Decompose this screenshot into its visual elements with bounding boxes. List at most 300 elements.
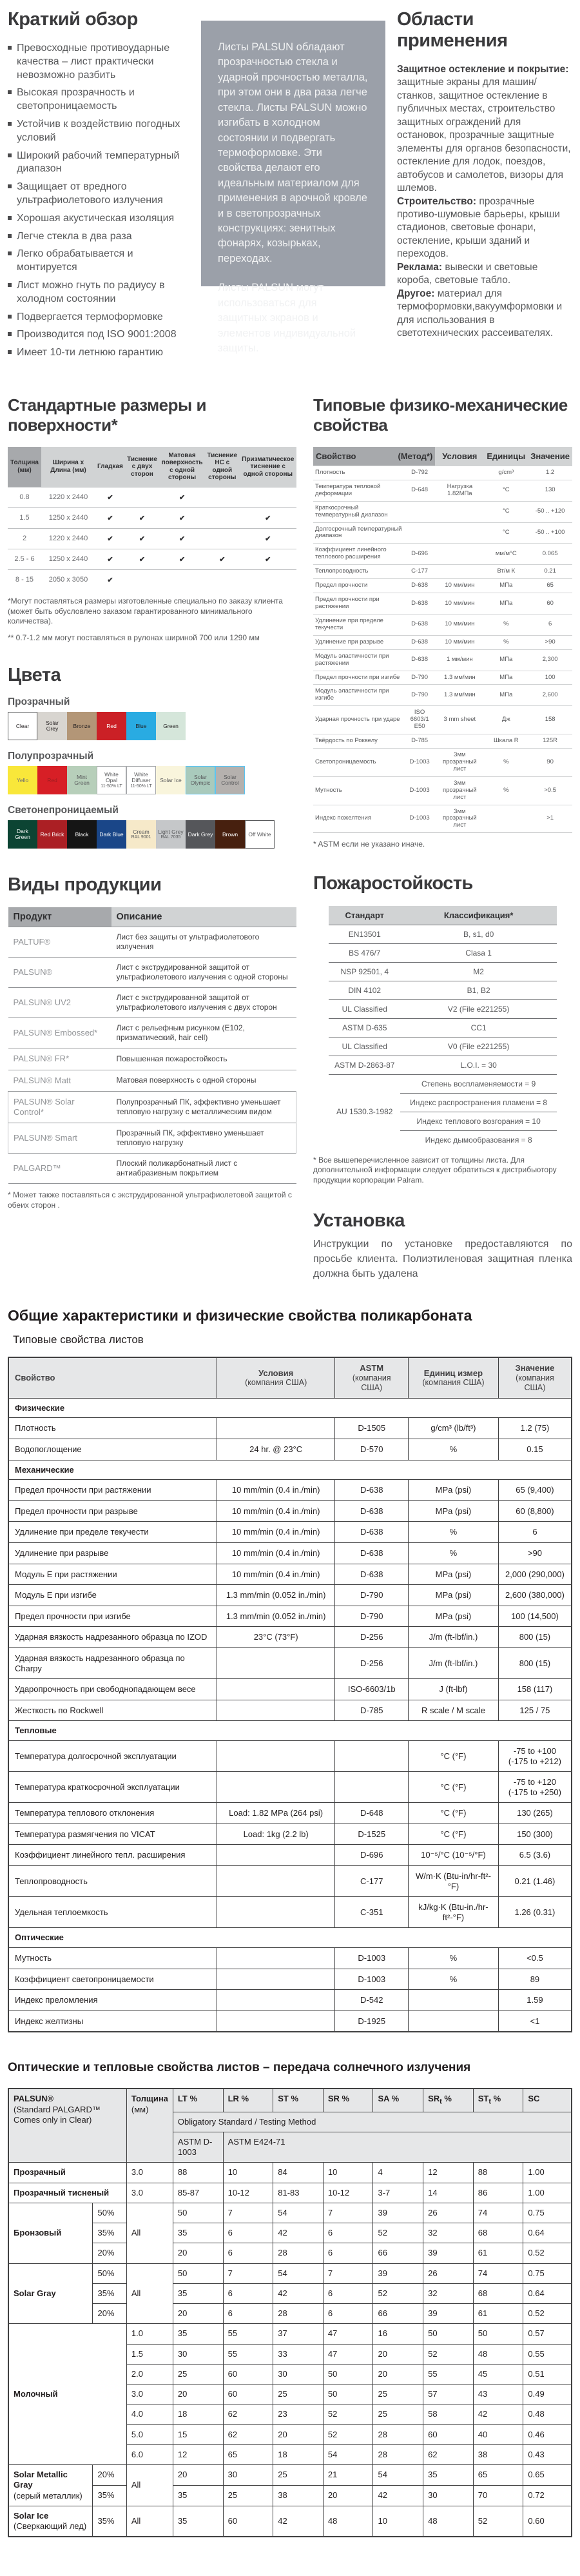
solar-pct-cell: 50% [93,2203,126,2223]
general-value-cell: 1.59 [498,1990,572,2011]
general-header-sub: (компания США) [422,1378,485,1388]
general-conditions-cell: 1.3 mm/min (0.052 in./min) [217,1585,335,1606]
color-group [8,696,296,740]
general-units-cell: % [409,1948,499,1969]
solar-value-cell: 0.55 [523,2344,572,2364]
solar-value-cell: 0.72 [523,2485,572,2506]
mech-value-cell: 65 [528,579,572,593]
fire-footnote: * Все вышеперечисленное зависит от толщины листа. Для дополнительной информации следует обратиться к дистрибьютору продукции корпорации Palram. [313,1155,557,1185]
overview-column [8,9,189,364]
general-astm-cell: D-542 [335,1990,409,2011]
fire-column-header: Стандарт [329,906,400,925]
solar-value-cell: 85-87 [173,2183,223,2203]
mech-method-cell: D-1003 [404,805,435,833]
fire-au-value-cell: Степень воспламеняемости = 9 [400,1074,557,1093]
solar-value-cell: 18 [173,2404,223,2424]
color-swatch [186,820,215,849]
general-astm-cell: D-696 [335,1845,409,1866]
general-row [8,1500,572,1522]
application-item: Реклама: вывески и световые короба, световые табло. [397,261,538,286]
solar-group-name: Solar Ice [14,2510,49,2521]
empty-cell [159,569,205,590]
mech-property-cell: Предел прочности при изгибе [313,671,404,685]
swatch-name: Solar Olympic [190,773,211,787]
general-astm-cell: D-1925 [335,2011,409,2032]
product-name-cell: PALSUN® [8,958,111,988]
general-units-cell: MPa (psi) [409,1480,499,1501]
mech-row [313,522,572,544]
solar-column-header: SC [523,2089,572,2112]
solar-value-cell: 42 [273,2223,324,2243]
mech-value-cell: 100 [528,671,572,685]
general-row [8,1418,572,1439]
solar-value-cell: 16 [373,2324,423,2344]
solar-value-cell: 52 [323,2404,373,2424]
fire-row [329,981,557,999]
general-astm-cell: D-638 [335,1564,409,1585]
mech-property-cell: Краткосрочный температурный диапазон [313,501,404,522]
product-row [8,1070,296,1091]
solar-value-cell: 12 [423,2163,474,2183]
solar-astm-b-header: ASTM E424-71 [223,2132,572,2163]
fire-au-value-cell: Индекс дымообразования = 8 [400,1130,557,1149]
general-conditions-cell [217,1679,335,1700]
solar-thickness-cell: 2.0 [126,2364,173,2384]
bullet-text: Широкий рабочий температурный диапазон [17,150,180,175]
solar-thickness-line-1: Толщина [131,2094,168,2104]
overview-bullet-item [8,181,189,208]
check-cell: ✔ [95,528,125,549]
mech-value-cell: 125R [528,734,572,749]
general-row [8,1948,572,1969]
solar-value-cell: 0.60 [523,2506,572,2537]
general-conditions-cell [217,1948,335,1969]
general-row [8,1522,572,1543]
solar-value-cell: 50 [173,2263,223,2283]
general-row [8,1803,572,1824]
sizes-row [8,528,296,549]
solar-value-cell: 39 [423,2304,474,2324]
swatch-name: Black [75,831,89,838]
solar-value-cell: 54 [323,2444,373,2464]
solar-row [8,2283,572,2303]
swatch-name: Bronze [73,722,91,729]
solar-value-cell: 60 [223,2384,273,2404]
swatch-row [8,820,296,849]
product-row [8,927,296,958]
mech-row [313,501,572,522]
thickness-cell: 2.5 - 6 [8,549,41,569]
solar-value-cell: 40 [473,2424,523,2444]
mech-property-cell: Мутность [313,776,404,805]
general-units-cell: % [409,1439,499,1460]
mech-value-cell: 0.21 [528,565,572,579]
overview-bullet-item [8,279,189,306]
solar-value-cell: 52 [423,2344,474,2364]
solar-group-name-cell [8,2324,126,2465]
mech-method-cell [404,501,435,522]
bullet-square-icon [8,350,12,354]
product-name-cell: PALSUN® UV2 [8,988,111,1018]
general-conditions-cell [217,1845,335,1866]
mech-method-cell: D-790 [404,685,435,706]
general-astm-cell: D-638 [335,1542,409,1564]
color-swatch [156,712,186,740]
overview-title: Краткий обзор [8,9,138,30]
solar-value-cell: 20 [173,2304,223,2324]
mech-row [313,685,572,706]
mech-value-cell: 60 [528,593,572,615]
solar-corner-line-3: Comes only in Clear) [14,2114,92,2125]
sizes-footnote: ** 0.7-1.2 мм могут поставляться в рулонах шириной 700 или 1290 мм [8,633,260,642]
solar-value-cell: 1.00 [523,2163,572,2183]
mech-method-cell: D-638 [404,579,435,593]
fire-row [329,943,557,962]
color-group-label: Полупрозрачный [8,751,94,762]
solar-value-cell: 6 [223,2243,273,2263]
mech-conditions-cell: 1.3 мм/мин [435,685,484,706]
solar-value-cell: 48 [423,2506,474,2537]
sizes-column-header: Ширина х Длина (мм) [41,447,95,487]
sizes-column-header: Гладкая [95,447,125,487]
general-conditions-cell [217,1969,335,1990]
general-row [8,1866,572,1897]
products-header-row [8,907,296,927]
solar-value-cell: 45 [473,2364,523,2384]
general-astm-cell: D-1003 [335,1948,409,1969]
general-units-cell: J/m (ft-lbf/in.) [409,1647,499,1678]
solar-table-body [8,2163,572,2537]
solar-column-header: ST % [273,2089,324,2112]
swatch-sub: 11-50% LT [101,783,122,789]
solar-value-cell: 7 [223,2263,273,2283]
general-units-cell: W/m·K (Btu-in/hr-ft²-°F) [409,1866,499,1897]
mech-units-cell: % [484,614,528,635]
swatch-name: Solar Control [221,773,239,787]
products-header-product: Продукт [8,907,111,927]
solar-value-cell: 52 [373,2223,423,2243]
general-property-cell: Теплопроводность [8,1866,217,1897]
color-group [8,805,296,849]
general-units-cell: °C (°F) [409,1803,499,1824]
solar-value-cell: 62 [223,2424,273,2444]
solar-value-cell: 20 [173,2243,223,2263]
solar-obligatory-header: Obligatory Standard / Testing Method [173,2112,572,2132]
general-subtitle: Типовые свойства листов [13,1333,144,1346]
bullet-square-icon [8,153,12,157]
solar-value-cell: 20 [173,2465,223,2486]
general-property-cell: Индекс преломления [8,1990,217,2011]
fire-standard-cell: UL Classified [329,999,400,1018]
solar-value-cell: 12 [173,2444,223,2464]
mech-conditions-cell: 10 мм/мин [435,593,484,615]
swatch-name: Red Brick [40,831,64,838]
empty-cell [240,487,296,507]
fire-standard-cell: BS 476/7 [329,943,400,962]
mech-table-head [313,447,572,466]
fire-standard-cell: ASTM D-635 [329,1018,400,1037]
mech-conditions-cell [435,522,484,544]
general-header-sub: (компания США) [352,1373,391,1392]
mech-value-cell: >90 [528,635,572,649]
color-swatch [186,766,215,794]
general-units-cell: MPa (psi) [409,1606,499,1627]
thickness-cell: 1.5 [8,507,41,528]
product-name-cell: PALSUN® Solar Control* [8,1091,111,1123]
color-swatch [67,820,97,849]
mech-row [313,706,572,734]
general-header-main: Единиц измер [423,1368,483,1378]
solar-group-name-2: (серый металлик) [14,2490,82,2501]
mech-property-cell: Плотность [313,466,404,480]
solar-thickness-cell: 1.5 [126,2344,173,2364]
general-astm-cell: C-351 [335,1897,409,1928]
mech-property-cell: Ударная прочность при ударе [313,706,404,734]
mech-table-body [313,466,572,832]
solar-value-cell: 50 [173,2203,223,2223]
mech-method-cell: ISO 6603/1 E50 [404,706,435,734]
mech-method-cell: D-1003 [404,748,435,776]
general-value-cell: 2,600 (380,000) [498,1585,572,1606]
general-conditions-cell [217,1647,335,1678]
bullet-text: Производится под ISO 9001:2008 [17,329,177,340]
general-astm-cell: D-256 [335,1627,409,1648]
solar-value-cell: 50 [423,2324,474,2344]
mech-method-cell: D-696 [404,544,435,565]
bullet-text: Устойчив к воздействию погодных условий [17,118,180,143]
general-header-main: Свойство [15,1373,55,1383]
general-header-main: Условия [258,1368,294,1378]
product-name-cell: PALSUN® FR* [8,1048,111,1070]
general-astm-cell: D-570 [335,1439,409,1460]
solar-value-cell: 0.46 [523,2424,572,2444]
general-column-header [498,1357,572,1398]
mech-value-cell: 130 [528,480,572,501]
sizes-row [8,507,296,528]
general-property-cell: Жесткость по Rockwell [8,1700,217,1721]
swatch-name: Green [163,722,179,729]
overview-bullet-item [8,42,189,82]
intro-highlight-box [201,21,385,355]
mech-units-cell: g/cm³ [484,466,528,480]
general-property-cell: Температура долгосрочной эксплуатации [8,1740,217,1771]
mech-method-cell: D-648 [404,480,435,501]
general-astm-cell: D-790 [335,1606,409,1627]
mech-units-cell: °C [484,501,528,522]
color-swatch [215,820,245,849]
fire-class-cell: M2 [400,962,557,981]
sizes-header-row [8,447,296,487]
solar-column-header: $ST_t$ % [473,2089,523,2112]
solar-astm-a-header: ASTM D-1003 [173,2132,223,2163]
solar-value-cell: 74 [473,2203,523,2223]
general-astm-cell: ISO-6603/1b [335,1679,409,1700]
solar-value-cell: 35 [173,2324,223,2344]
solar-group-name-cell [8,2203,93,2263]
overview-bullet-item [8,311,189,324]
solar-value-cell: 6 [323,2283,373,2303]
solar-value-cell: 42 [473,2404,523,2424]
mech-row [313,776,572,805]
solar-thickness-header [126,2089,173,2162]
mech-conditions-cell [435,501,484,522]
mech-value-cell: 6 [528,614,572,635]
solar-value-cell: 7 [323,2263,373,2283]
mech-method-cell [404,522,435,544]
product-row [8,988,296,1018]
solar-value-cell: 20 [373,2364,423,2384]
solar-value-cell: 88 [173,2163,223,2183]
general-conditions-cell: 24 hr. @ 23°C [217,1439,335,1460]
mech-property-cell: Теплопроводность [313,565,404,579]
mech-row [313,671,572,685]
solar-value-cell: 25 [223,2485,273,2506]
solar-column-header: LT % [173,2089,223,2112]
fire-class-cell: B1, B2 [400,981,557,999]
general-row [8,1480,572,1501]
mech-conditions-cell [435,734,484,749]
solar-value-cell: 6 [323,2223,373,2243]
fire-table-body [329,925,557,1149]
solar-value-cell: 70 [473,2485,523,2506]
solar-header-row-1 [8,2089,572,2112]
mech-units-cell: МПа [484,579,528,593]
product-description-cell: Матовая поверхность с одной стороны [111,1070,296,1091]
mech-footnote: * ASTM если не указано иначе. [313,840,425,849]
sizes-column-header: Матовая поверхность с одной стороны [159,447,205,487]
product-name-cell: PALSUN® Smart [8,1123,111,1154]
mech-value-cell: 2,600 [528,685,572,706]
mech-units-cell: % [484,635,528,649]
solar-value-cell: 25 [373,2404,423,2424]
solar-group-name-cell [8,2465,93,2506]
middle-section [8,386,572,1281]
mech-units-cell: Дж [484,706,528,734]
general-property-cell: Ударопрочность при свободнопадающем весе [8,1679,217,1700]
fire-row [329,1018,557,1037]
solar-value-cell: 0.48 [523,2404,572,2424]
solar-row [8,2485,572,2506]
swatch-sub: RAL 7035 [160,835,181,840]
mech-property-cell: Удлинение при разрыве [313,635,404,649]
mech-header-value: Значение [528,447,572,466]
general-row [8,1647,572,1678]
general-conditions-cell: 10 mm/min (0.4 in./min) [217,1500,335,1522]
solar-value-cell: 42 [273,2506,324,2537]
general-property-cell: Водопоглощение [8,1439,217,1460]
solar-value-cell: 60 [223,2364,273,2384]
solar-value-cell: 66 [373,2243,423,2263]
general-conditions-cell [217,1866,335,1897]
solar-row [8,2324,572,2344]
application-item: Другое: материал для термоформовки,вакуумформовки и для использования в светотехнических рассеивателях. [397,288,563,339]
overview-bullet-item [8,118,189,145]
general-value-cell: 1.26 (0.31) [498,1897,572,1928]
size-cell: 1220 x 2440 [41,487,95,507]
mech-header-row [313,447,572,466]
fire-standard-cell: NSP 92501, 4 [329,962,400,981]
solar-value-cell: 81-83 [273,2183,324,2203]
installation-title: Установка [313,1210,405,1231]
mech-value-cell: -50 .. +120 [528,501,572,522]
general-astm-cell: D-790 [335,1585,409,1606]
general-astm-cell: D-1525 [335,1824,409,1845]
solar-value-cell: 10 [373,2506,423,2537]
solar-group-name-cell [8,2263,93,2324]
solar-value-cell: 68 [473,2283,523,2303]
solar-row [8,2465,572,2486]
overview-list [8,42,189,360]
solar-column-header: $SR_t$ % [423,2089,474,2112]
general-units-cell: % [409,1969,499,1990]
mech-units-cell: МПа [484,649,528,671]
mech-row [313,579,572,593]
solar-value-cell: 62 [223,2404,273,2424]
solar-value-cell: 6 [223,2283,273,2303]
mech-row [313,635,572,649]
general-row [8,1627,572,1648]
solar-value-cell: 54 [273,2263,324,2283]
mech-conditions-cell [435,565,484,579]
solar-value-cell: 20 [273,2424,324,2444]
color-swatch [156,820,186,849]
mech-row [313,649,572,671]
solar-value-cell: 10 [223,2163,273,2183]
solar-value-cell: 39 [373,2203,423,2223]
solar-value-cell: 25 [173,2364,223,2384]
general-units-cell: MPa (psi) [409,1500,499,1522]
bullet-text: Превосходные противоударные качества – лист практически невозможно разбить [17,43,170,81]
solar-value-cell: 0.64 [523,2223,572,2243]
general-units-cell [409,1990,499,2011]
solar-value-cell: 55 [223,2324,273,2344]
overview-bullet-item [8,212,189,226]
general-property-cell: Температура краткосрочной эксплуатации [8,1772,217,1803]
product-name-cell: PALSUN® Matt [8,1070,111,1091]
solar-value-cell: 6 [323,2304,373,2324]
solar-thickness-cell: All [126,2203,173,2263]
sizes-footnote: *Могут поставляться размеры изготовленные специально по заказу клиента (может быть обусловлено заказом гарантированного минимального количества). [8,596,283,626]
solar-value-cell: 39 [423,2243,474,2263]
general-value-cell: 6 [498,1522,572,1543]
solar-pct-cell: 35% [93,2506,126,2537]
sizes-footnotes [8,596,296,643]
solar-value-cell: 0.64 [523,2283,572,2303]
check-cell: ✔ [159,507,205,528]
general-conditions-cell: 10 mm/min (0.4 in./min) [217,1480,335,1501]
solar-row [8,2506,572,2537]
solar-column-header: LR % [223,2089,273,2112]
general-value-cell: 100 (14,500) [498,1606,572,1627]
general-conditions-cell [217,1897,335,1928]
bullet-text: Имеет 10-ти летнюю гарантию [17,347,163,359]
solar-value-cell: 54 [373,2465,423,2486]
general-value-cell: 1.2 (75) [498,1418,572,1439]
general-property-cell: Удельная теплоемкость [8,1897,217,1928]
solar-value-cell: 28 [273,2243,324,2263]
solar-value-cell: 4 [373,2163,423,2183]
solar-value-cell: 26 [423,2263,474,2283]
solar-properties-table [8,2088,572,2537]
application-label: Другое: [397,288,435,299]
color-swatch [215,766,245,794]
general-conditions-cell [217,2011,335,2032]
fire-standard-cell: UL Classified [329,1037,400,1056]
solar-value-cell: 30 [273,2364,324,2384]
check-cell: ✔ [95,487,125,507]
mech-property-cell: Модуль эластичности при изгибе [313,685,404,706]
solar-value-cell: 47 [323,2344,373,2364]
